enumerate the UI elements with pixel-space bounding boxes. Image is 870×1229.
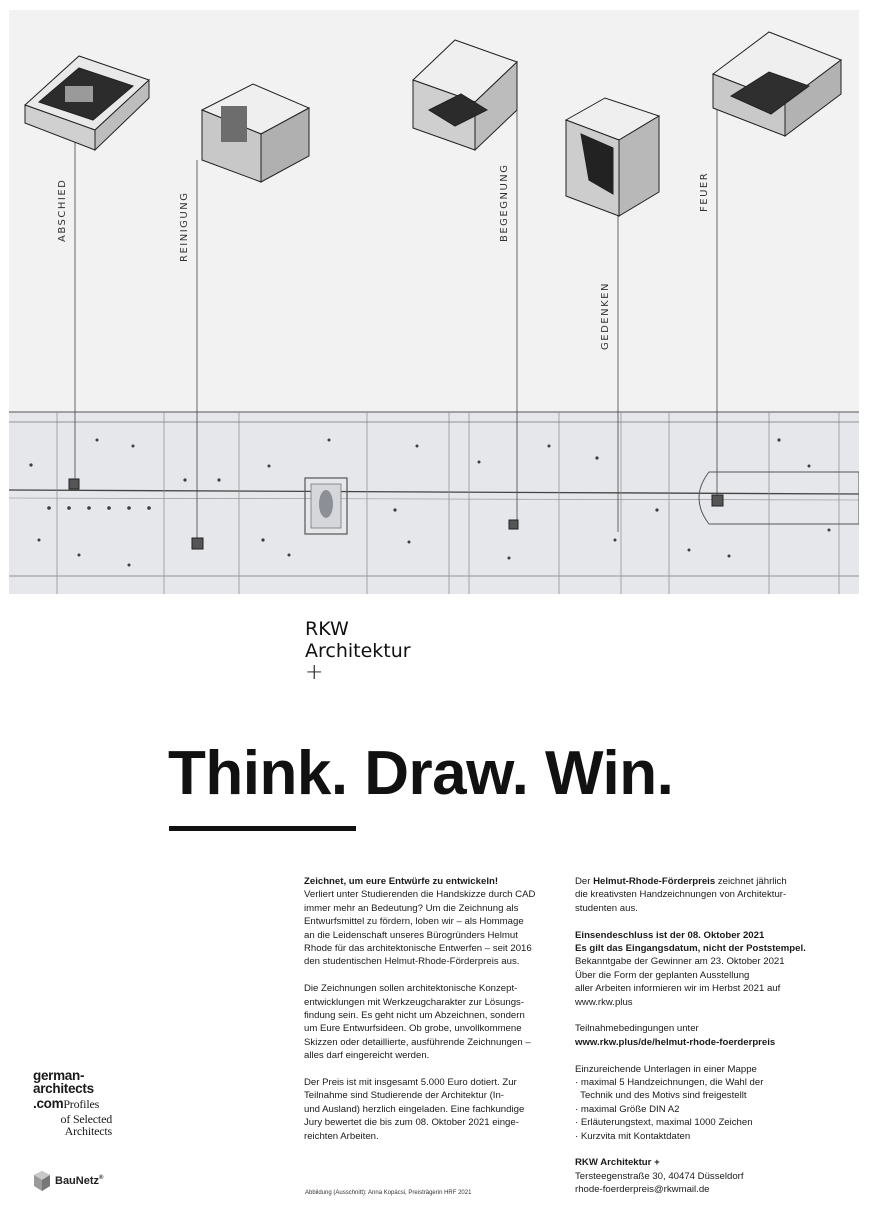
text-line: studenten aus. bbox=[575, 902, 638, 914]
drawings-paragraph bbox=[304, 982, 554, 1062]
text-line: um Eure Entwurfsideen. Ob grobe, unvollkommene bbox=[304, 1023, 522, 1035]
baunetz-registered-mark: ® bbox=[99, 1175, 104, 1181]
right-column bbox=[575, 875, 825, 1210]
baunetz-logo[interactable] bbox=[33, 1170, 103, 1192]
german-architects-logo[interactable] bbox=[33, 1069, 143, 1137]
label-reinigung: REINIGUNG bbox=[179, 191, 190, 262]
award-paragraph bbox=[575, 875, 825, 915]
deadline-title: Einsendeschluss ist der 08. Oktober 2021 bbox=[575, 929, 765, 941]
text-line: Skizzen oder detaillierte, ausführende Zeichnungen – bbox=[304, 1036, 531, 1048]
deadline-note: Es gilt das Eingangsdatum, nicht der Poststempel. bbox=[575, 943, 806, 955]
ga-line: of Selected bbox=[60, 1112, 112, 1126]
intro-title: Zeichnet, um eure Entwürfe zu entwickeln! bbox=[304, 876, 499, 887]
list-item: Technik und des Motivs sind freigestellt bbox=[575, 1090, 747, 1102]
plan-band bbox=[9, 412, 859, 594]
text-line: immer mehr an Bedeutung? Um die Zeichnung als bbox=[304, 902, 519, 914]
contact-name: RKW Architektur + bbox=[575, 1157, 660, 1169]
list-item: · Erläuterungstext, maximal 1000 Zeichen bbox=[575, 1117, 753, 1129]
label-begegnung: BEGEGNUNG bbox=[499, 163, 510, 242]
text-line: aller Arbeiten informieren wir im Herbst 2021 auf bbox=[575, 983, 781, 995]
prize-paragraph bbox=[304, 1076, 554, 1143]
rkw-logo bbox=[305, 618, 411, 684]
text-line: Bekanntgabe der Gewinner am 23. Oktober 2021 bbox=[575, 956, 785, 968]
contact-paragraph bbox=[575, 1156, 825, 1196]
text-line: reichten Arbeiten. bbox=[304, 1130, 379, 1142]
ga-line: german- bbox=[33, 1068, 85, 1083]
baunetz-name: BauNetz bbox=[55, 1175, 100, 1187]
conditions-label: Teilnahmebedingungen unter bbox=[575, 1023, 699, 1035]
documents-title: Einzureichende Unterlagen in einer Mappe bbox=[575, 1063, 757, 1075]
intro-paragraph bbox=[304, 875, 554, 969]
text-line: Über die Form der geplanten Ausstellung bbox=[575, 969, 750, 981]
baunetz-wordmark bbox=[55, 1175, 103, 1187]
list-item: · maximal 5 Handzeichnungen, die Wahl der bbox=[575, 1077, 764, 1089]
text-line: an die Leidenschaft unseres Bürogründers Helmut bbox=[304, 929, 518, 941]
baunetz-cube-icon bbox=[33, 1170, 51, 1192]
label-abschied: ABSCHIED bbox=[57, 178, 68, 242]
contact-address: Tersteegenstraße 30, 40474 Düsseldorf bbox=[575, 1170, 744, 1182]
list-item: · maximal Größe DIN A2 bbox=[575, 1103, 680, 1115]
headline-rule bbox=[169, 826, 356, 831]
headline: Think. Draw. Win. bbox=[168, 739, 674, 808]
hero-illustration bbox=[9, 10, 859, 594]
ga-profiles: Profiles bbox=[63, 1097, 100, 1111]
text-line: Entwurfsmittel zu fördern, loben wir – als Hommage bbox=[304, 916, 524, 928]
contact-email-link[interactable]: rhode-foerderpreis@rkwmail.de bbox=[575, 1184, 710, 1196]
list-item: · Kurzvita mit Kontaktdaten bbox=[575, 1130, 691, 1142]
text-span: Der bbox=[575, 876, 594, 887]
text-line: entwicklungen mit Werkzeugcharakter zur Lösungs- bbox=[304, 996, 525, 1008]
text-line: Jury bewertet die bis zum 08. Oktober 2021 einge- bbox=[304, 1117, 519, 1129]
award-name: Helmut-Rhode-Förderpreis bbox=[593, 876, 716, 887]
text-line: Verliert unter Studierenden die Handskizze durch CAD bbox=[304, 889, 536, 901]
documents-paragraph bbox=[575, 1063, 825, 1143]
architectural-sketch bbox=[9, 10, 859, 594]
text-line: den studentischen Helmut-Rhode-Förderpreis aus. bbox=[304, 956, 520, 968]
award-first-line bbox=[575, 875, 825, 888]
deadline-paragraph bbox=[575, 929, 825, 1009]
text-line: Die Zeichnungen sollen architektonische Konzept- bbox=[304, 983, 518, 995]
website-link[interactable]: www.rkw.plus bbox=[575, 996, 633, 1008]
text-line: und Ausland) herzlich eingeladen. Eine fachkundige bbox=[304, 1103, 525, 1115]
label-gedenken: GEDENKEN bbox=[600, 282, 611, 350]
text-line: die kreativsten Handzeichnungen von Architektur- bbox=[575, 889, 787, 901]
ga-line bbox=[33, 1095, 143, 1113]
ga-line: architects bbox=[33, 1081, 94, 1096]
label-feuer: FEUER bbox=[699, 171, 710, 212]
text-line: findung sein. Es geht nicht um Abzeichnen, sondern bbox=[304, 1010, 525, 1022]
text-line: Rhode für das architektonische Entwerfen – seit 2016 bbox=[304, 943, 532, 955]
left-column bbox=[304, 875, 554, 1156]
text-line: alles darf eingereicht werden. bbox=[304, 1050, 430, 1062]
ga-line: Architects bbox=[64, 1124, 112, 1138]
ga-com: .com bbox=[33, 1096, 64, 1111]
image-caption: Abbildung (Ausschnitt): Anna Kopácsi, Preisträgerin HRF 2021 bbox=[305, 1190, 472, 1196]
logo-line-architektur: Architektur bbox=[305, 640, 411, 662]
text-line: Der Preis ist mit insgesamt 5.000 Euro dotiert. Zur bbox=[304, 1077, 517, 1089]
conditions-paragraph bbox=[575, 1022, 825, 1049]
conditions-link[interactable]: www.rkw.plus/de/helmut-rhode-foerderpreis bbox=[575, 1036, 776, 1048]
logo-plus: + bbox=[305, 660, 324, 685]
text-span: zeichnet jährlich bbox=[715, 876, 787, 887]
logo-line-rkw: RKW bbox=[305, 618, 349, 640]
text-line: Teilnahme sind Studierende der Architektur (In- bbox=[304, 1090, 504, 1102]
